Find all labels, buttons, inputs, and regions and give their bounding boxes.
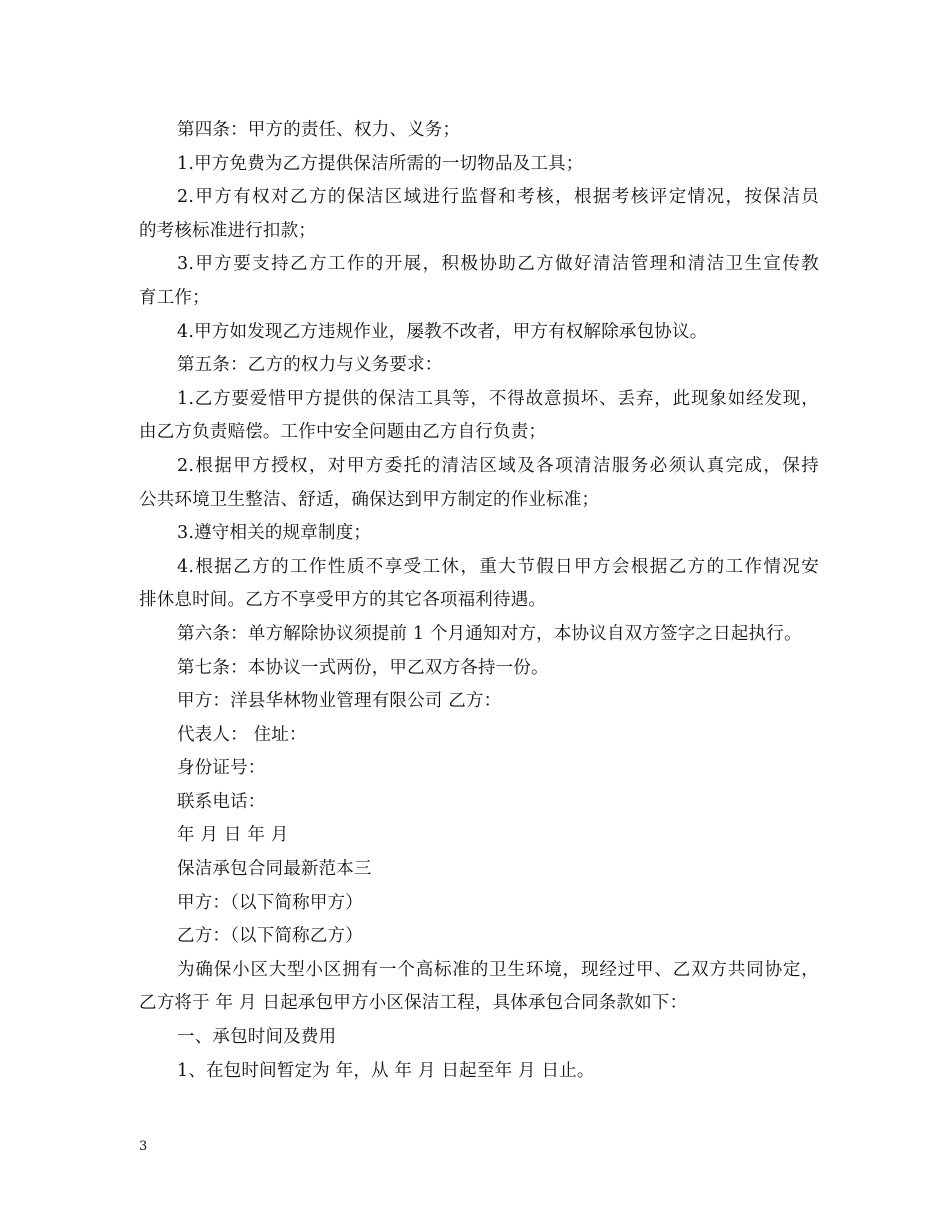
article-5-item-3: 3.遵守相关的规章制度； xyxy=(177,523,372,544)
article-4-item-1: 1.甲方免费为乙方提供保洁所需的一切物品及工具； xyxy=(177,153,584,174)
article-4-item-3-cont: 育工作； xyxy=(139,287,210,308)
id-number: 身份证号： xyxy=(177,758,266,779)
page-number: 3 xyxy=(139,1139,148,1154)
preamble-cont: 乙方将于 年 月 日起承包甲方小区保洁工程，具体承包合同条款如下： xyxy=(139,993,688,1014)
party-a-signature: 甲方：洋县华林物业管理有限公司 乙方： xyxy=(177,691,502,712)
contact-phone: 联系电话： xyxy=(177,791,266,812)
article-5-item-4-cont: 排休息时间。乙方不享受甲方的其它各项福利待遇。 xyxy=(139,590,547,611)
article-6: 第六条：单方解除协议须提前 1 个月通知对方，本协议自双方签字之日起执行。 xyxy=(177,623,802,644)
preamble: 为确保小区大型小区拥有一个高标准的卫生环境，现经过甲、乙双方共同协定， xyxy=(177,959,819,980)
article-4-item-2-cont: 的考核标准进行扣款； xyxy=(139,220,316,241)
document-body xyxy=(139,114,819,1088)
clause-1-heading: 一、承包时间及费用 xyxy=(177,1027,337,1048)
article-4-heading: 第四条：甲方的责任、权力、义务； xyxy=(177,120,461,140)
signature-date: 年 月 日 年 月 xyxy=(177,825,289,846)
representative-address: 代表人： 住址： xyxy=(177,724,307,745)
party-b-line: 乙方：（以下简称乙方） xyxy=(177,926,363,947)
article-5-item-1-cont: 由乙方负责赔偿。工作中安全问题由乙方自行负责； xyxy=(139,422,547,443)
article-5-item-2: 2.根据甲方授权，对甲方委托的清洁区域及各项清洁服务必须认真完成，保持 xyxy=(177,455,819,476)
article-4-item-2: 2.甲方有权对乙方的保洁区域进行监督和考核，根据考核评定情况，按保洁员 xyxy=(177,187,819,208)
article-5-item-4: 4.根据乙方的工作性质不享受工休，重大节假日甲方会根据乙方的工作情况安 xyxy=(177,556,819,577)
article-5-item-2-cont: 公共环境卫生整洁、舒适，确保达到甲方制定的作业标准； xyxy=(139,489,600,510)
party-a-line: 甲方：（以下简称甲方） xyxy=(177,892,363,913)
article-5-heading: 第五条：乙方的权力与义务要求： xyxy=(177,355,443,376)
clause-1-item-1: 1、在包时间暂定为 年，从 年 月 日起至年 月 日止。 xyxy=(177,1060,595,1081)
article-7: 第七条：本协议一式两份，甲乙双方各持一份。 xyxy=(177,657,549,678)
section-title: 保洁承包合同最新范本三 xyxy=(177,859,372,880)
article-4-item-3: 3.甲方要支持乙方工作的开展，积极协助乙方做好清洁管理和清洁卫生宣传教 xyxy=(177,254,819,275)
article-5-item-1: 1.乙方要爱惜甲方提供的保洁工具等，不得故意损坏、丢弃，此现象如经发现， xyxy=(177,388,819,409)
article-4-item-4: 4.甲方如发现乙方违规作业，屡教不改者，甲方有权解除承包协议。 xyxy=(177,321,708,342)
